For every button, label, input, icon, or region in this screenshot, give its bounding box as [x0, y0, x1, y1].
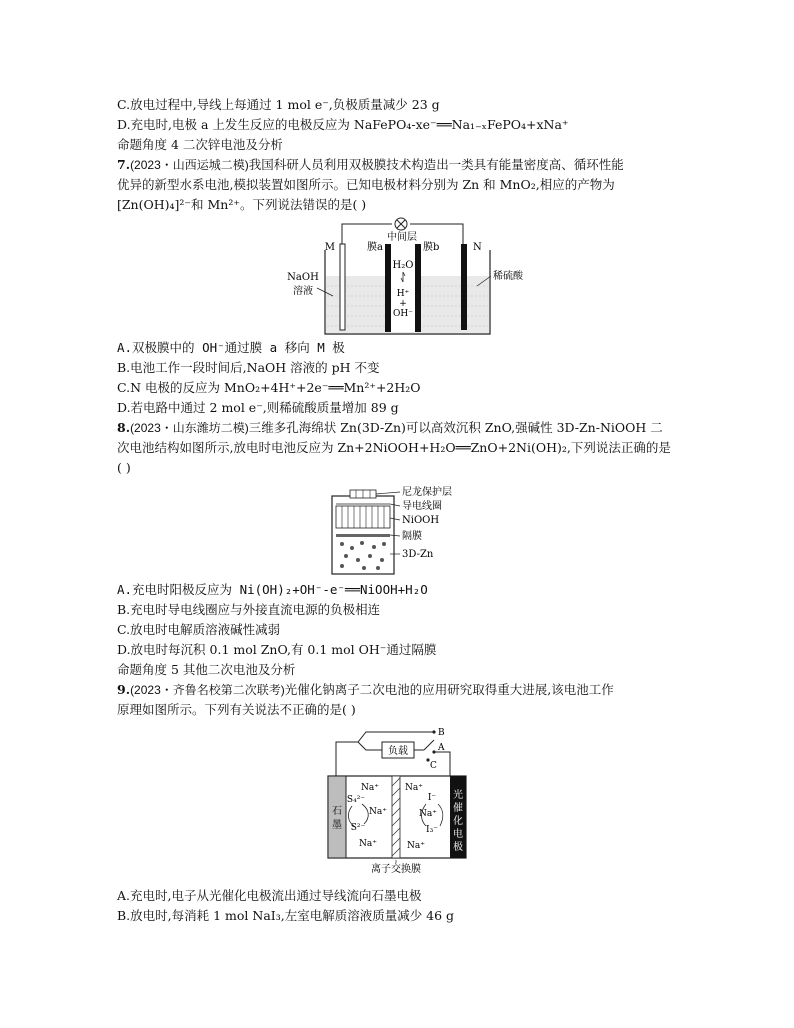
conductive-coil-label: 导电线圈: [402, 501, 442, 512]
sulfide-label: S²⁻: [350, 823, 366, 833]
figure-photocatalytic-battery: [322, 720, 472, 880]
option-c-prev: C.放电过程中,导线上每通过 1 mol e⁻,负极质量减少 23 g: [117, 97, 440, 112]
sodium-ion-label: Na⁺: [359, 839, 377, 849]
sodium-ion-label: Na⁺: [369, 807, 387, 817]
question-text: 三维多孔海绵状 Zn(3D-Zn)可以高效沉积 ZnO,强碱性 3D-Zn-NiOOH 二: [248, 420, 663, 435]
sodium-ion-label: Na⁺: [361, 783, 379, 793]
question-7-option-a: A.双极膜中的 OH⁻通过膜 a 移向 M 极: [117, 340, 345, 355]
switch-a-label: A: [438, 743, 445, 753]
question-number: 9.: [117, 682, 131, 697]
triiodide-label: I₃⁻: [426, 825, 438, 835]
figure-zinc-nickel-battery: [330, 482, 480, 578]
question-9-option-b: B.放电时,每消耗 1 mol NaI₃,左室电解质溶液质量减少 46 g: [117, 908, 455, 923]
load-label: 负载: [388, 746, 408, 757]
middle-layer-label: 中间层: [387, 232, 417, 243]
separator-label: 隔膜: [402, 531, 422, 542]
solution-label: 溶液: [293, 286, 313, 297]
iodide-label: I⁻: [427, 793, 437, 803]
svg-text:+: +: [399, 299, 407, 309]
polysulfide-label: S₄²⁻: [346, 795, 366, 805]
question-8-line-1: [117, 420, 663, 436]
membrane-b-label: 膜b: [423, 242, 440, 253]
sodium-ion-label: Na⁺: [419, 809, 437, 819]
question-source: (2023・山西运城二模): [130, 158, 249, 172]
section-heading-5: 命题角度 5 其他二次电池及分析: [117, 662, 296, 677]
switch-b-label: B: [438, 728, 445, 738]
question-9-line-2: 原理如图所示。下列有关说法不正确的是( ): [117, 702, 356, 717]
question-7-line-1: [117, 157, 624, 173]
question-source: (2023・齐鲁名校第二次联考): [130, 683, 285, 697]
graphite-label-2: 墨: [332, 820, 342, 831]
question-7-line-3: [Zn(OH)₄]²⁻和 Mn²⁺。下列说法错误的是( ): [117, 197, 367, 212]
membrane-a-label: 膜a: [367, 242, 383, 253]
photo-electrode-label-1: 光: [453, 790, 463, 801]
question-8-option-b: B.充电时导电线圈应与外接直流电源的负极相连: [117, 602, 381, 617]
niooh-label: NiOOH: [402, 515, 440, 526]
question-text: 光催化钠离子二次电池的应用研究取得重大进展,该电池工作: [284, 682, 614, 697]
nylon-layer-label: 尼龙保护层: [402, 487, 452, 498]
question-text: 我国科研人员利用双极膜技术构造出一类具有能量密度高、循环性能: [248, 157, 624, 172]
question-7-option-c: C.N 电极的反应为 MnO₂+4H⁺+2e⁻══Mn²⁺+2H₂O: [117, 380, 421, 395]
question-8-line-2: 次电池结构如图所示,放电时电池反应为 Zn+2NiOOH+H₂O══ZnO+2Ni(OH)₂,下列说法正确的是: [117, 440, 671, 455]
hydroxide-label: OH⁻: [393, 309, 413, 319]
electrode-m-label: M: [324, 242, 335, 253]
naoh-label: NaOH: [287, 272, 319, 283]
ion-exchange-membrane-label: 离子交换膜: [371, 864, 421, 875]
proton-label: H⁺: [396, 289, 410, 299]
question-8-option-a: A.充电时阳极反应为 Ni(OH)₂+OH⁻-e⁻══NiOOH+H₂O: [117, 582, 428, 597]
question-8-option-d: D.放电时每沉积 0.1 mol ZnO,有 0.1 mol OH⁻通过隔膜: [117, 642, 437, 657]
electrode-n-label: N: [473, 242, 482, 253]
photo-electrode-label-3: 化: [453, 816, 463, 827]
question-7-option-b: B.电池工作一段时间后,NaOH 溶液的 pH 不变: [117, 360, 380, 375]
question-8-option-c: C.放电时电解质溶液碱性减弱: [117, 622, 281, 637]
switch-c-label: C: [430, 761, 437, 771]
question-8-line-3: ( ): [117, 460, 131, 475]
question-7-option-d: D.若电路中通过 2 mol e⁻,则稀硫酸质量增加 89 g: [117, 400, 399, 415]
zinc-label: 3D-Zn: [402, 549, 434, 560]
question-9-line-1: [117, 682, 614, 698]
question-source: (2023・山东潍坊二模): [130, 421, 249, 435]
question-number: 7.: [117, 157, 131, 172]
question-9-option-a: A.充电时,电子从光催化电极流出通过导线流向石墨电极: [117, 888, 422, 903]
sodium-ion-label: Na⁺: [407, 841, 425, 851]
graphite-label-1: 石: [332, 806, 342, 817]
option-d-prev: D.充电时,电极 a 上发生反应的电极反应为 NaFePO₄-xe⁻══Na₁₋ₓFePO₄+xNa⁺: [117, 117, 569, 132]
figure-bipolar-cell: [285, 216, 525, 340]
sodium-ion-label: Na⁺: [405, 783, 423, 793]
question-7-line-2: 优异的新型水系电池,模拟装置如图所示。已知电极材料分别为 Zn 和 MnO₂,相应的产物为: [117, 177, 615, 192]
dilute-sulfuric-acid-label: 稀硫酸: [493, 271, 523, 282]
photo-electrode-label-5: 极: [453, 842, 463, 853]
photo-electrode-label-2: 催: [453, 803, 463, 814]
water-label: H₂O: [392, 260, 414, 271]
section-heading-4: 命题角度 4 二次锌电池及分析: [117, 137, 283, 152]
photo-electrode-label-4: 电: [453, 829, 463, 840]
question-number: 8.: [117, 420, 131, 435]
